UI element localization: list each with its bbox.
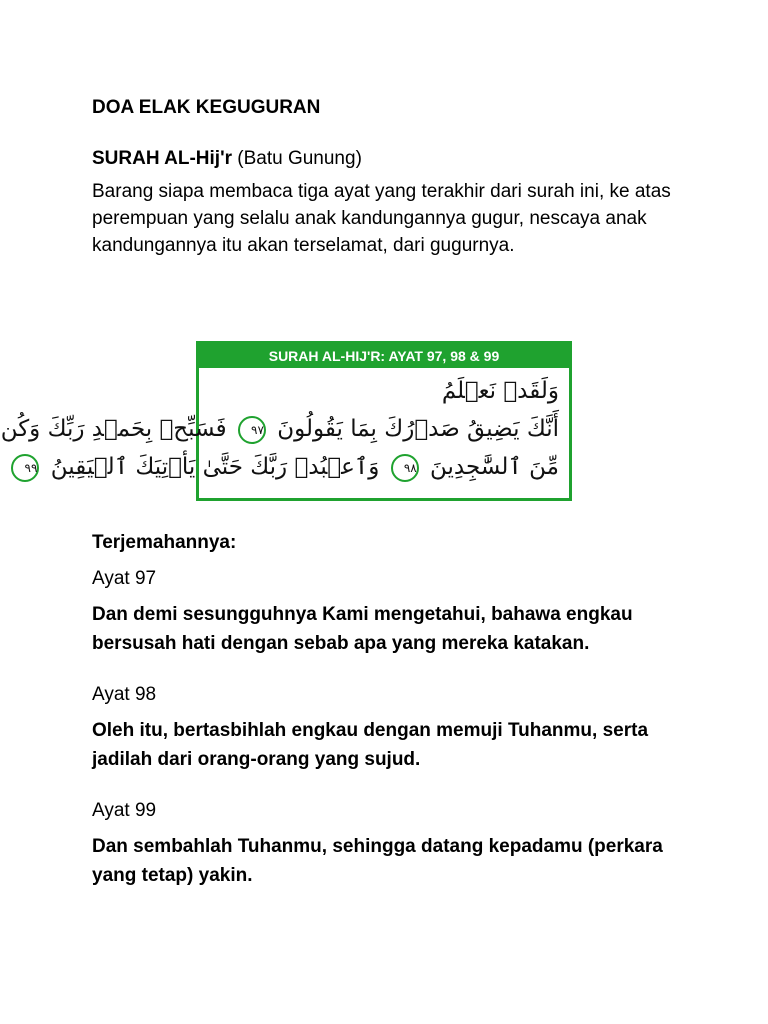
document-header bbox=[92, 96, 692, 259]
translation-heading: Terjemahannya: bbox=[92, 532, 237, 553]
arabic-line-1 bbox=[209, 372, 559, 410]
arabic-line-1-text: وَلَقَدۡ نَعۡلَمُ bbox=[441, 378, 559, 404]
ayah-marker-98-icon: ٩٨ bbox=[391, 454, 419, 482]
translation-section bbox=[92, 528, 692, 890]
ayat-98-text: Oleh itu, bertasbihlah engkau dengan memuji Tuhanmu, serta jadilah dari orang-orang yang sujud. bbox=[92, 720, 649, 770]
ayat-99-label: Ayat 99 bbox=[92, 800, 157, 821]
arabic-line-3-b: وَٱعۡبُدۡ رَبَّكَ حَتَّىٰ يَأۡتِيَكَ ٱلۡيَقِينُ bbox=[50, 454, 380, 480]
arabic-line-2 bbox=[0, 410, 559, 448]
surah-heading-name: SURAH AL-Hij'r bbox=[92, 148, 232, 169]
surah-heading bbox=[92, 146, 692, 172]
ayat-97-label: Ayat 97 bbox=[92, 568, 157, 589]
ayat-97-text: Dan demi sesungguhnya Kami mengetahui, bahawa engkau bersusah hati dengan sebab apa yang mereka katakan. bbox=[92, 604, 633, 654]
surah-heading-subtitle: (Batu Gunung) bbox=[231, 148, 362, 169]
intro-paragraph: Barang siapa membaca tiga ayat yang terakhir dari surah ini, ke atas perempuan yang selalu anak kandungannya gugur, nescaya anak kandungannya itu akan terselamat, dari gugurnya. bbox=[92, 181, 671, 256]
arabic-line-3 bbox=[24, 448, 559, 486]
page-title: DOA ELAK KEGUGURAN bbox=[92, 97, 321, 118]
arabic-line-3-a: مِّنَ ٱلسَّٰجِدِينَ bbox=[430, 454, 559, 480]
arabic-line-2-b: فَسَبِّحۡ بِحَمۡدِ رَبِّكَ وَكُن bbox=[0, 416, 227, 442]
arabic-verse-text bbox=[0, 368, 569, 486]
ayah-marker-97-icon: ٩٧ bbox=[238, 416, 266, 444]
arabic-line-2-a: أَنَّكَ يَضِيقُ صَدۡرُكَ بِمَا يَقُولُونَ bbox=[277, 416, 559, 442]
verse-image-header: SURAH AL-HIJ'R: AYAT 97, 98 & 99 bbox=[199, 344, 569, 368]
ayat-98-label: Ayat 98 bbox=[92, 684, 157, 705]
quran-verse-image bbox=[0, 341, 572, 501]
ayah-marker-99-icon: ٩٩ bbox=[11, 454, 39, 482]
ayat-99-text: Dan sembahlah Tuhanmu, sehingga datang kepadamu (perkara yang tetap) yakin. bbox=[92, 836, 663, 886]
